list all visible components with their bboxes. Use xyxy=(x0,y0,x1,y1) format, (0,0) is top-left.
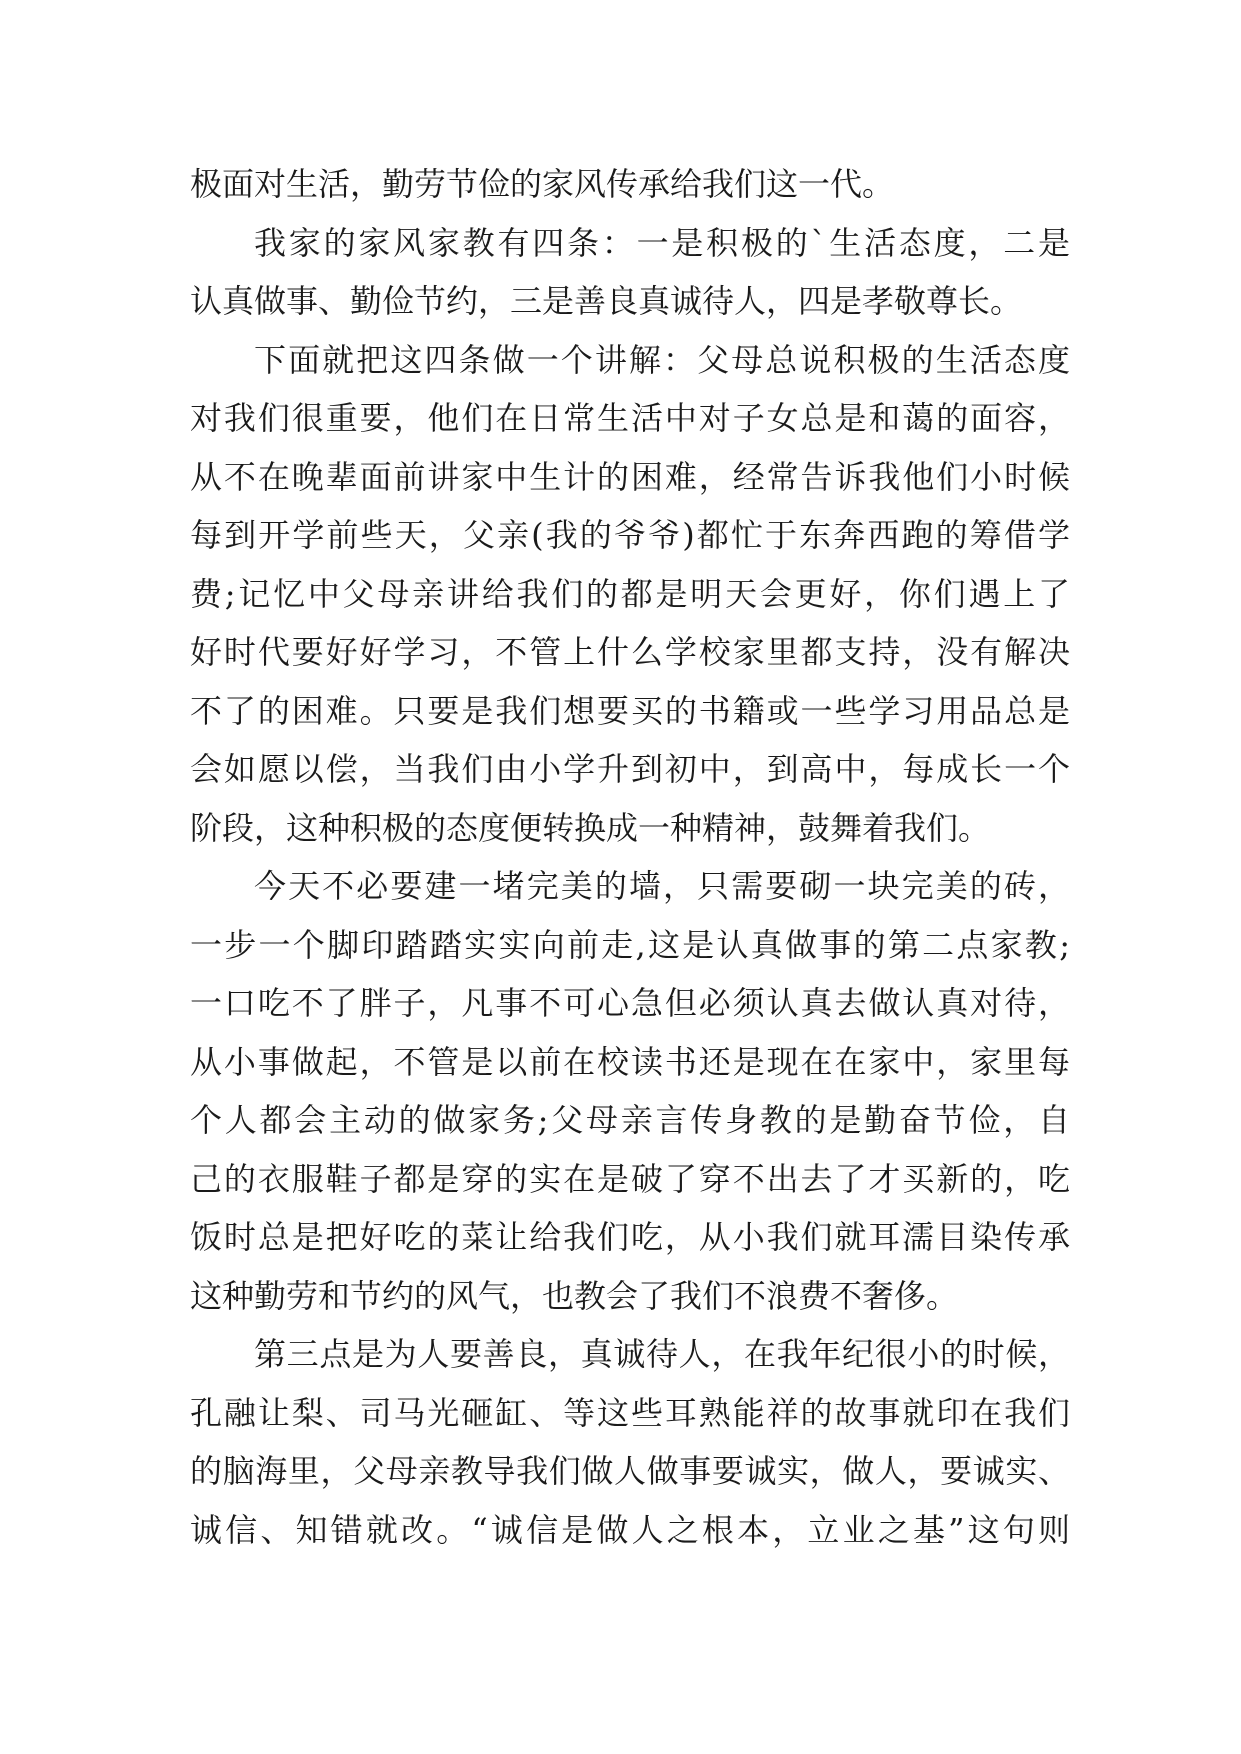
text-line: 第三点是为人要善良，真诚待人，在我年纪很小的时候， xyxy=(254,1335,1070,1373)
text-line: 一口吃不了胖子，凡事不可心急但必须认真去做认真对待， xyxy=(190,984,1070,1022)
text-line: 每到开学前些天，父亲(我的爷爷)都忙于东奔西跑的筹借学 xyxy=(190,516,1070,554)
text-line: 会如愿以偿，当我们由小学升到初中，到高中，每成长一个 xyxy=(190,750,1070,788)
text-line: 从不在晚辈面前讲家中生计的困难，经常告诉我他们小时候 xyxy=(190,457,1070,496)
text-line: 今天不必要建一堵完美的墙，只需要砌一块完美的砖， xyxy=(254,867,1070,905)
text-line: 对我们很重要，他们在日常生活中对子女总是和蔼的面容， xyxy=(190,399,1070,437)
text-line: 从小事做起，不管是以前在校读书还是现在在家中，家里每 xyxy=(190,1042,1070,1081)
document-body xyxy=(190,155,1070,1559)
text-line: 孔融让梨、司马光砸缸、等这些耳熟能祥的故事就印在我们 xyxy=(190,1393,1070,1432)
text-line: 下面就把这四条做一个讲解：父母总说积极的生活态度 xyxy=(254,340,1070,379)
text-line: 极面对生活，勤劳节俭的家风传承给我们这一代。 xyxy=(190,165,895,203)
text-line: 阶段，这种积极的态度便转换成一种精神，鼓舞着我们。 xyxy=(190,808,991,847)
text-line: 费;记忆中父母亲讲给我们的都是明天会更好，你们遇上了 xyxy=(190,574,1070,613)
text-line: 认真做事、勤俭节约，三是善良真诚待人，四是孝敬尊长。 xyxy=(190,282,1023,320)
text-line: 我家的家风家教有四条：一是积极的`生活态度，二是 xyxy=(254,223,1070,262)
text-line: 诚信、知错就改。“诚信是做人之根本，立业之基”这句则 xyxy=(190,1510,1070,1549)
text-line: 一步一个脚印踏踏实实向前走,这是认真做事的第二点家教; xyxy=(190,925,1070,964)
text-line: 的脑海里，父母亲教导我们做人做事要诚实，做人，要诚实、 xyxy=(190,1452,1070,1490)
text-line: 不了的困难。只要是我们想要买的书籍或一些学习用品总是 xyxy=(190,691,1070,730)
text-line: 这种勤劳和节约的风气，也教会了我们不浪费不奢侈。 xyxy=(190,1276,959,1315)
text-line: 己的衣服鞋子都是穿的实在是破了穿不出去了才买新的，吃 xyxy=(190,1159,1070,1198)
text-line: 好时代要好好学习，不管上什么学校家里都支持，没有解决 xyxy=(190,633,1070,671)
text-line: 饭时总是把好吃的菜让给我们吃，从小我们就耳濡目染传承 xyxy=(190,1218,1070,1256)
text-line: 个人都会主动的做家务;父母亲言传身教的是勤奋节俭，自 xyxy=(190,1101,1070,1139)
